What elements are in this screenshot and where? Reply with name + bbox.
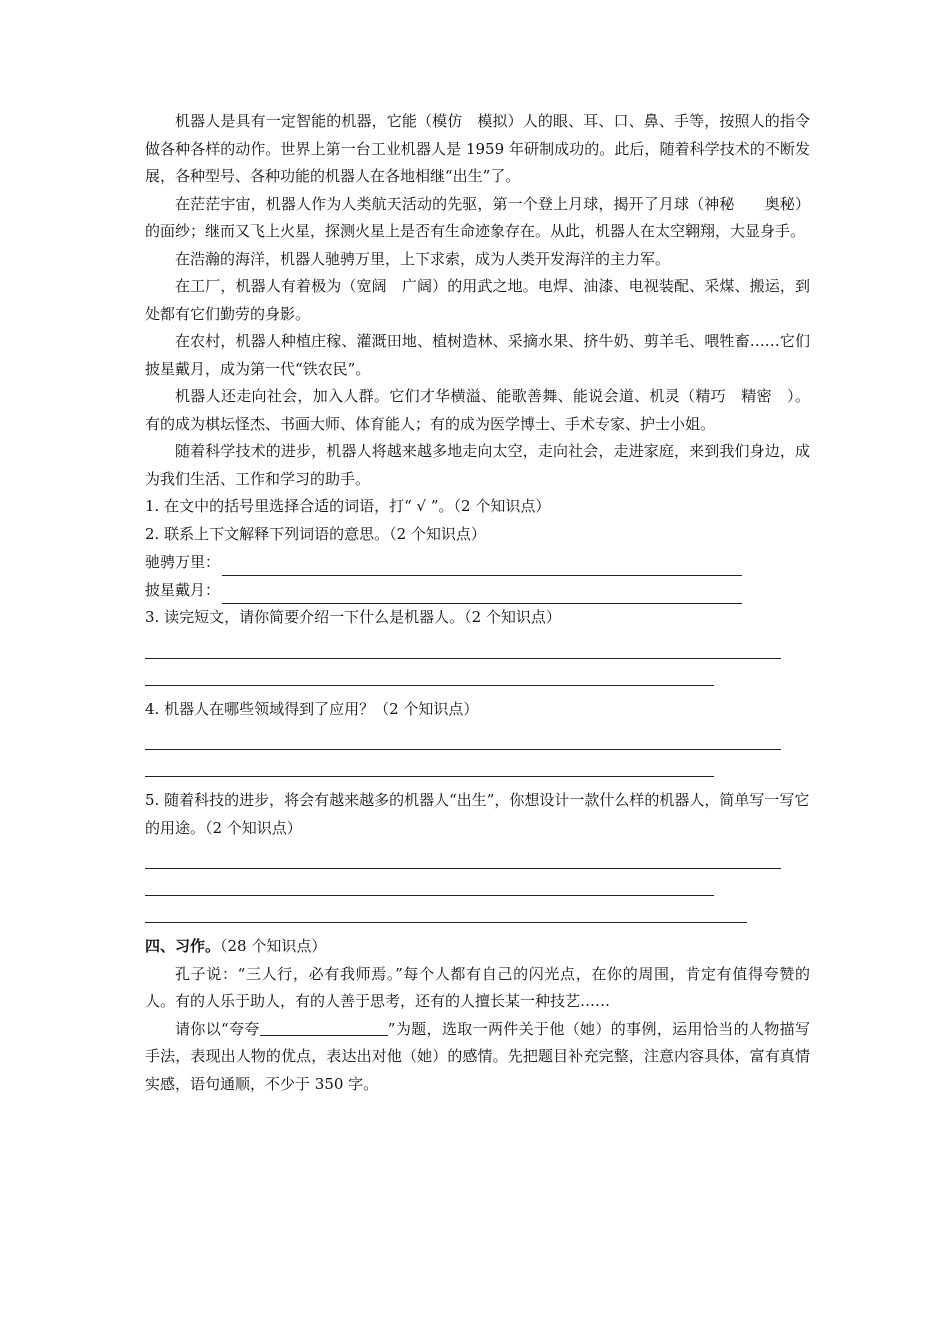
composition-prompt-start: 请你以“夸夸 (175, 1019, 260, 1038)
definition-answer-line-1[interactable] (222, 555, 742, 576)
definition-row-2 (145, 576, 810, 604)
question-5: 5. 随着科技的进步，将会有越来越多的机器人“出生”，你想设计一款什么样的机器人，简单写一写它的用途。（2 个知识点） (145, 791, 810, 837)
section-4-points: （28 个知识点） (220, 937, 327, 955)
section-4-heading (145, 933, 810, 961)
title-blank-input[interactable] (260, 1019, 388, 1036)
definition-row-1 (145, 548, 810, 576)
answer-line-q5-3[interactable] (145, 896, 747, 923)
passage-paragraph-5: 在农村，机器人种植庄稼、灌溉田地、植树造林、采摘水果、挤牛奶、剪羊毛、喂牲畜……它们披星戴月，成为第一代“铁农民”。 (145, 332, 810, 378)
worksheet-page (145, 108, 810, 1098)
composition-prompt (145, 1016, 810, 1099)
answer-line-q5-1[interactable] (145, 842, 781, 869)
definition-term-1: 驰骋万里： (145, 552, 221, 571)
question-3: 3. 读完短文，请你简要介绍一下什么是机器人。（2 个知识点） (145, 608, 561, 626)
passage-paragraph-6: 机器人还走向社会，加入人群。它们才华横溢、能歌善舞、能说会道、机灵（精巧 精密 ）。有的成为棋坛怪杰、书画大师、体育能人；有的成为医学博士、手术专家、护士小姐。 (145, 387, 810, 433)
passage-paragraph-1: 机器人是具有一定智能的机器，它能（模仿 模拟）人的眼、耳、口、鼻、手等，按照人的指令做各种各样的动作。世界上第一台工业机器人是 1959 年研制成功的。此后，随着科学技术的不断发展，各种型号、各种功能的机器人在各地相继“出生”了。 (145, 112, 810, 185)
composition-prompt-end: ”为题，选取一两件关于他（她）的事例，运用恰当的人物描写手法，表现出人物的优点，表达出对他（她）的感情。先把题目补充完整，注意内容具体，富有真情实感，语句通顺，不少于 350 字。 (145, 1019, 811, 1093)
answer-line-q4-1[interactable] (145, 723, 781, 750)
passage-paragraph-7: 随着科学技术的进步，机器人将越来越多地走向太空，走向社会，走进家庭，来到我们身边，成为我们生活、工作和学习的助手。 (145, 442, 810, 488)
answer-line-q3-2[interactable] (145, 659, 714, 686)
composition-intro: 孔子说：“三人行，必有我师焉。”每个人都有自己的闪光点，在你的周围，肯定有值得夸赞的人。有的人乐于助人，有的人善于思考，还有的人擅长某一种技艺…… (145, 964, 810, 1010)
question-1: 1. 在文中的括号里选择合适的词语，打“ √ ”。（2 个知识点） (145, 497, 551, 515)
question-4: 4. 机器人在哪些领域得到了应用？（2 个知识点） (145, 699, 479, 718)
answer-line-q5-2[interactable] (145, 869, 714, 896)
definition-term-2: 披星戴月： (145, 580, 221, 599)
answer-line-q4-2[interactable] (145, 750, 714, 777)
passage-paragraph-2: 在茫茫宇宙，机器人作为人类航天活动的先驱，第一个登上月球，揭开了月球（神秘 奥秘）的面纱；继而又飞上火星，探测火星上是否有生命迹象存在。从此，机器人在太空翱翔，大显身手。 (145, 194, 810, 240)
definition-answer-line-2[interactable] (222, 583, 742, 604)
question-2: 2. 联系上下文解释下列词语的意思。（2 个知识点） (145, 524, 486, 543)
passage-paragraph-4: 在工厂，机器人有着极为（宽阔 广阔）的用武之地。电焊、油漆、电视装配、采煤、搬运，到处都有它们勤劳的身影。 (145, 277, 810, 323)
answer-line-q3-1[interactable] (145, 632, 781, 659)
passage-paragraph-3: 在浩瀚的海洋，机器人驰骋万里，上下求索，成为人类开发海洋的主力军。 (175, 249, 671, 268)
section-4-title: 四、习作。 (145, 937, 221, 955)
